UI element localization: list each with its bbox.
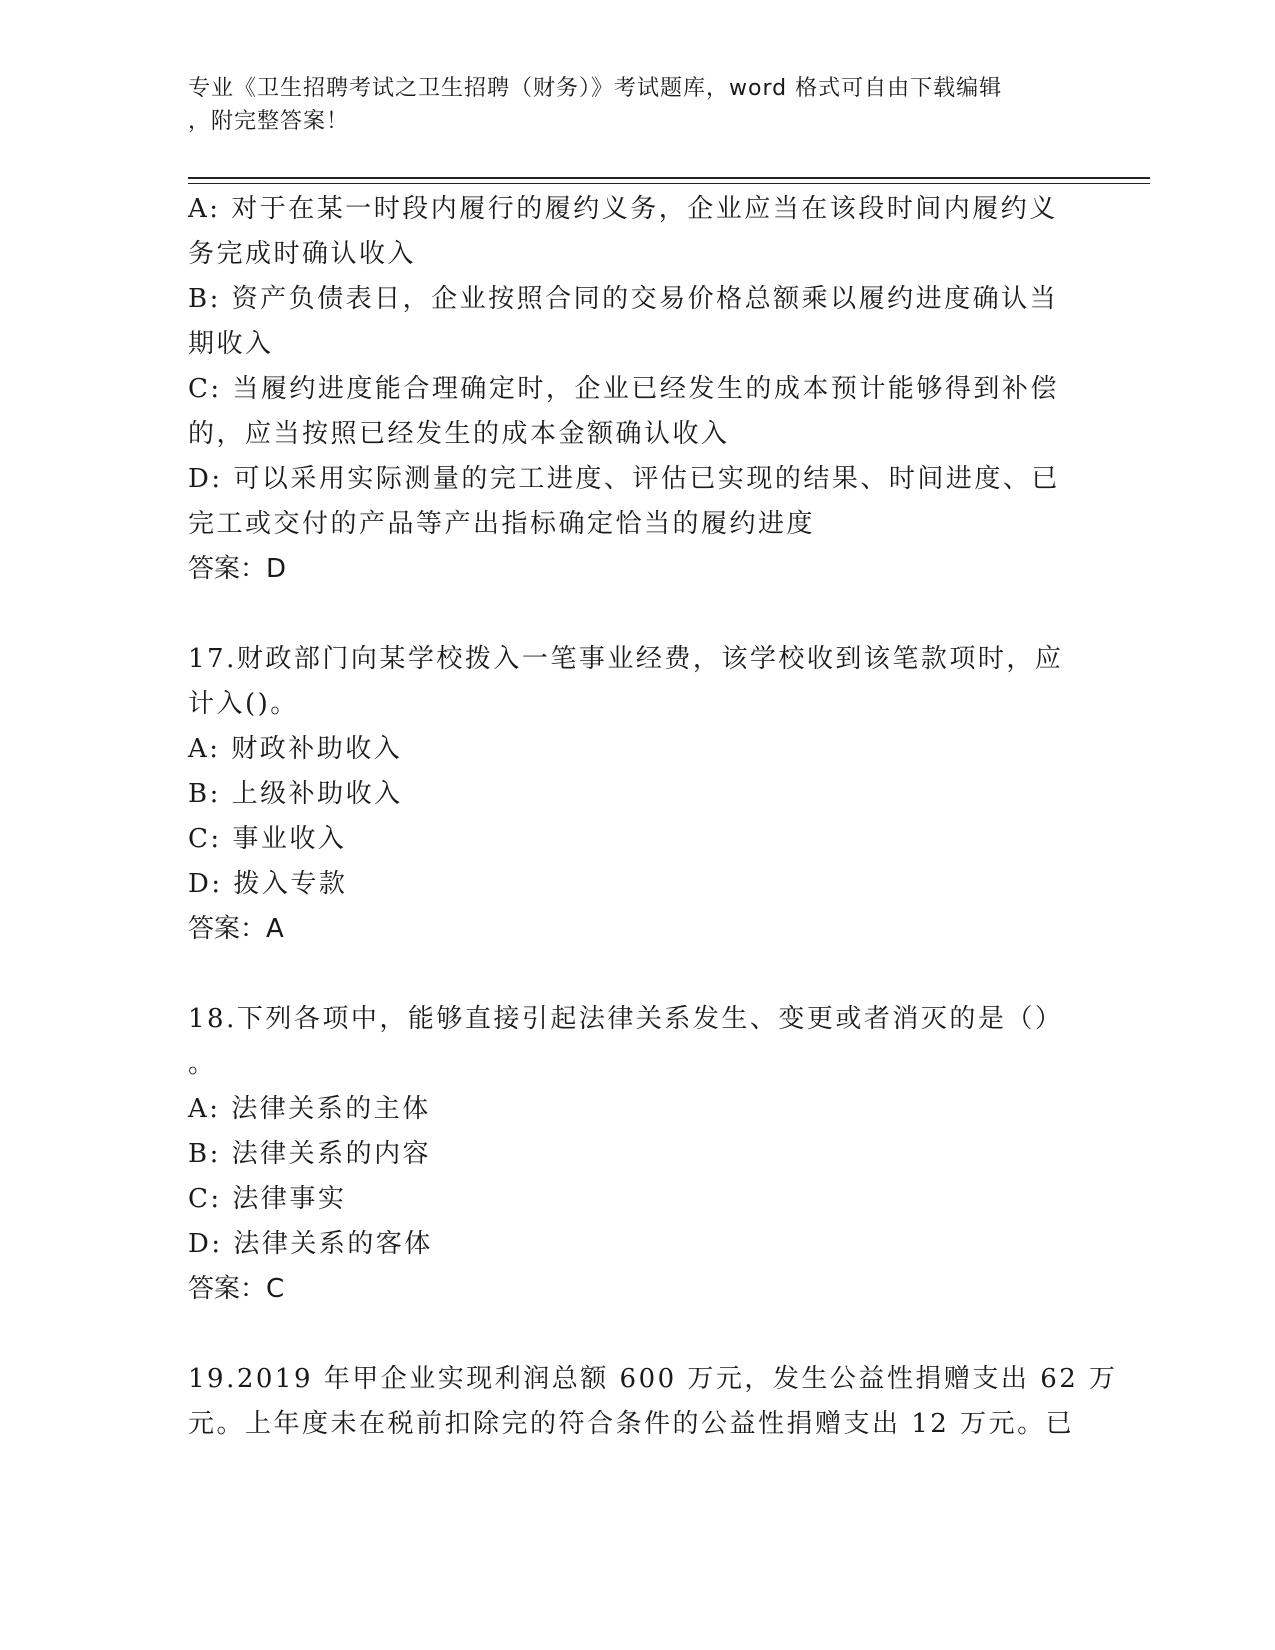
question-stem: 19.2019 年甲企业实现利润总额 600 万元，发生公益性捐赠支出 62 万 <box>188 1364 1118 1394</box>
question-17 <box>188 637 1068 952</box>
answer-label: 答案：D <box>188 554 287 584</box>
option-a: A: 财政补助收入 <box>188 734 403 764</box>
option-c: C: 事业收入 <box>188 824 347 854</box>
option-c-continued: 的，应当按照已经发生的成本金额确认收入 <box>188 419 730 449</box>
option-c: C: 法律事实 <box>188 1184 347 1214</box>
spacer <box>188 952 1068 997</box>
option-d: D: 法律关系的客体 <box>188 1229 433 1259</box>
answer-label: 答案：A <box>188 914 284 944</box>
question-16 <box>188 187 1068 592</box>
header-title-line: 专业《卫生招聘考试之卫生招聘（财务）》考试题库，word 格式可自由下载编辑 <box>188 76 1003 101</box>
option-d-continued: 完工或交付的产品等产出指标确定恰当的履约进度 <box>188 509 816 539</box>
option-b: B: 上级补助收入 <box>188 779 403 809</box>
question-18 <box>188 997 1068 1312</box>
question-stem-continued: 元。上年度未在税前扣除完的符合条件的公益性捐赠支出 12 万元。已 <box>188 1409 1075 1439</box>
option-a: A: 对于在某一时段内履行的履约义务，企业应当在该段时间内履约义 <box>188 194 1058 224</box>
header-rule <box>188 177 1150 179</box>
option-a-continued: 务完成时确认收入 <box>188 239 417 269</box>
option-c: C: 当履约进度能合理确定时，企业已经发生的成本预计能够得到补偿 <box>188 374 1059 404</box>
question-list <box>188 187 1118 1447</box>
option-b: B: 资产负债表日，企业按照合同的交易价格总额乘以履约进度确认当 <box>188 284 1059 314</box>
option-d: D: 拨入专款 <box>188 869 348 899</box>
question-19 <box>188 1357 1118 1447</box>
option-a: A: 法律关系的主体 <box>188 1094 431 1124</box>
question-stem-continued: 计入()。 <box>188 689 299 719</box>
spacer <box>188 592 1068 637</box>
option-b: B: 法律关系的内容 <box>188 1139 432 1169</box>
header-rule-thin <box>188 183 1150 184</box>
spacer <box>188 1312 1068 1357</box>
option-b-continued: 期收入 <box>188 329 274 359</box>
question-stem: 18.下列各项中，能够直接引起法律关系发生、变更或者消灭的是（） <box>188 1004 1064 1034</box>
header-title-line-continued: ，附完整答案！ <box>188 109 350 134</box>
question-stem: 17.财政部门向某学校拨入一笔事业经费，该学校收到该笔款项时，应 <box>188 644 1064 674</box>
option-d: D: 可以采用实际测量的完工进度、评估已实现的结果、时间进度、已 <box>188 464 1060 494</box>
question-stem-continued: 。 <box>188 1049 217 1079</box>
document-header <box>188 72 1068 138</box>
answer-label: 答案：C <box>188 1274 285 1304</box>
